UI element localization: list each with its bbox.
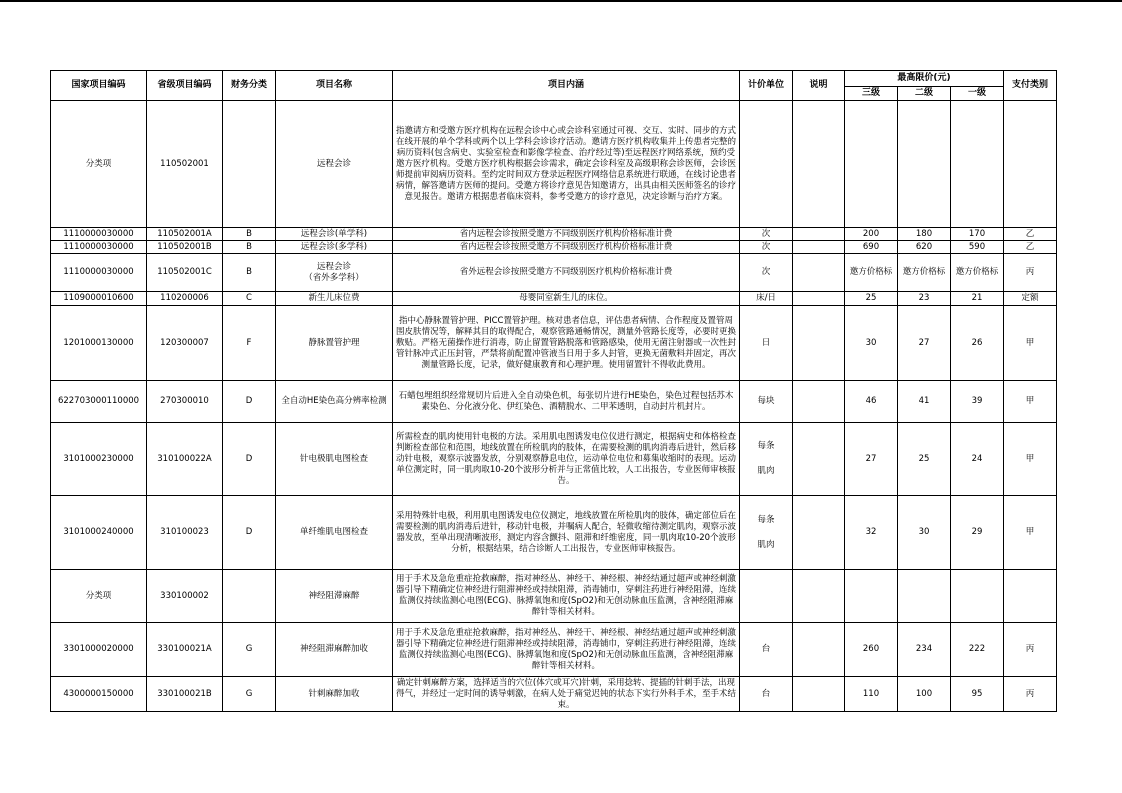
cell-item-name — [276, 254, 393, 292]
cell-national-code: 分类项 — [51, 570, 147, 623]
cell-national-code: 分类项 — [51, 101, 147, 228]
cell-item-name: 针刺麻醉加收 — [276, 677, 393, 712]
cell-note — [793, 292, 845, 306]
cell-finance-category: G — [223, 677, 276, 712]
cell-provincial-code: 330100021B — [147, 677, 223, 712]
header-national-code: 国家项目编码 — [51, 71, 147, 101]
cell-item-name: 新生儿床位费 — [276, 292, 393, 306]
cell-payment-category: 定额 — [1004, 292, 1057, 306]
cell-price-level3: 25 — [845, 292, 898, 306]
cell-price-level3: 27 — [845, 423, 898, 496]
table-row — [51, 254, 1057, 292]
cell-payment-category: 乙 — [1004, 241, 1057, 254]
cell-finance-category: B — [223, 241, 276, 254]
cell-item-content: 石蜡包埋组织经常规切片后进入全自动染色机，每张切片进行HE染色，染色过程包括苏木素染色、分化液分化、伊红染色、酒精脱水、二甲苯透明，自动封片机封片。 — [393, 381, 740, 423]
table-row — [51, 496, 1057, 570]
cell-note — [793, 101, 845, 228]
header-level2: 二级 — [898, 87, 951, 101]
cell-payment-category: 丙 — [1004, 254, 1057, 292]
header-max-price: 最高限价(元) — [845, 71, 1004, 87]
cell-note — [793, 381, 845, 423]
cell-item-content: 省内远程会诊按照受邀方不同级别医疗机构价格标准计费 — [393, 228, 740, 241]
cell-national-code: 1110000030000 — [51, 254, 147, 292]
cell-item-name: 远程会诊 — [276, 101, 393, 228]
cell-national-code: 1110000030000 — [51, 241, 147, 254]
cell-national-code: 4300000150000 — [51, 677, 147, 712]
cell-price-level3: 邀方价格标 — [845, 254, 898, 292]
table-row — [51, 381, 1057, 423]
cell-note — [793, 623, 845, 677]
cell-payment-category — [1004, 101, 1057, 228]
cell-item-name: 远程会诊(单学科) — [276, 228, 393, 241]
header-level3: 三级 — [845, 87, 898, 101]
cell-unit: 每块 — [740, 381, 793, 423]
table-row — [51, 423, 1057, 496]
cell-national-code: 3101000240000 — [51, 496, 147, 570]
cell-provincial-code: 330100002 — [147, 570, 223, 623]
cell-item-name: 远程会诊(多学科) — [276, 241, 393, 254]
cell-price-level2 — [898, 570, 951, 623]
unit-line-1: 每条 — [757, 441, 775, 451]
table-row — [51, 677, 1057, 712]
cell-price-level3: 46 — [845, 381, 898, 423]
cell-item-content: 省外远程会诊按照受邀方不同级别医疗机构价格标准计费 — [393, 254, 740, 292]
cell-provincial-code: 270300010 — [147, 381, 223, 423]
item-name-main: 远程会诊 — [316, 261, 351, 272]
cell-unit — [740, 570, 793, 623]
table-row — [51, 228, 1057, 241]
cell-price-level1: 26 — [951, 306, 1004, 381]
cell-note — [793, 570, 845, 623]
cell-finance-category: C — [223, 292, 276, 306]
cell-price-level1: 21 — [951, 292, 1004, 306]
cell-payment-category: 甲 — [1004, 306, 1057, 381]
cell-unit — [740, 423, 793, 496]
cell-item-content: 用于手术及急危重症抢救麻醉，指对神经丛、神经干、神经根、神经结通过超声或神经刺激器引导下精确定位神经进行阻滞神经或持续阻滞，消毒铺巾，穿刺注药进行神经阻滞，连续监测仪持续监测心电图(ECG)、脉搏氧饱和度(SpO2)和无创动脉血压监测，含神经阻滞麻醉针等相关材料。 — [393, 570, 740, 623]
cell-provincial-code: 310100023 — [147, 496, 223, 570]
cell-price-level1: 222 — [951, 623, 1004, 677]
cell-price-level2: 620 — [898, 241, 951, 254]
cell-payment-category: 甲 — [1004, 381, 1057, 423]
cell-price-level3: 200 — [845, 228, 898, 241]
cell-note — [793, 677, 845, 712]
cell-payment-category: 甲 — [1004, 423, 1057, 496]
table-row — [51, 306, 1057, 381]
cell-provincial-code: 110200006 — [147, 292, 223, 306]
cell-price-level1 — [951, 101, 1004, 228]
table-row — [51, 292, 1057, 306]
cell-price-level1: 39 — [951, 381, 1004, 423]
cell-price-level3 — [845, 101, 898, 228]
cell-provincial-code: 110502001 — [147, 101, 223, 228]
cell-price-level1: 95 — [951, 677, 1004, 712]
cell-price-level2: 30 — [898, 496, 951, 570]
cell-finance-category — [223, 101, 276, 228]
cell-finance-category — [223, 570, 276, 623]
unit-line-2: 肌肉 — [757, 466, 775, 476]
cell-provincial-code: 120300007 — [147, 306, 223, 381]
cell-price-level3: 30 — [845, 306, 898, 381]
cell-item-name: 针电极肌电图检查 — [276, 423, 393, 496]
cell-price-level3: 260 — [845, 623, 898, 677]
cell-note — [793, 228, 845, 241]
cell-price-level1: 邀方价格标 — [951, 254, 1004, 292]
cell-unit: 台 — [740, 677, 793, 712]
table-row — [51, 101, 1057, 228]
cell-unit: 床/日 — [740, 292, 793, 306]
cell-finance-category: D — [223, 496, 276, 570]
cell-price-level2 — [898, 101, 951, 228]
table-row — [51, 623, 1057, 677]
item-name-sub: （省外多学科） — [304, 272, 364, 283]
cell-note — [793, 496, 845, 570]
cell-national-code: 622703000110000 — [51, 381, 147, 423]
cell-item-content: 采用特殊针电极，利用肌电图诱发电位仪测定，地线放置在所检肌肉的肢体，确定部位后在需要检测的肌肉消毒后进针，移动针电极，并嘱病人配合，轻微收缩待测定肌肉，观察示波器发放，至单出现清晰波形，测定内容含颤抖、阻滞和纤维密度，同一肌肉取10-20个波形分析，根据结果，结合诊断人工出报告，专业医师审核报告。 — [393, 496, 740, 570]
unit-line-1: 每条 — [757, 514, 775, 525]
header-provincial-code: 省级项目编码 — [147, 71, 223, 101]
cell-item-content: 所需检查的肌肉使用针电极的方法。采用肌电图诱发电位仪进行测定，根据病史和体格检查判断检查部位和范围，地线放置在所检肌肉的肢体，在需要检测的肌肉消毒后进针，然后移动针电极，观察示波器发放，分别观察静息电位，运动单位电位和募集收缩时的表现。运动单位测定时，同一肌肉取10-20个波形分析并与正常值比较，人工出报告，专业医师审核报告。 — [393, 423, 740, 496]
cell-payment-category — [1004, 570, 1057, 623]
cell-provincial-code: 110502001B — [147, 241, 223, 254]
cell-provincial-code: 330100021A — [147, 623, 223, 677]
cell-price-level1: 24 — [951, 423, 1004, 496]
cell-provincial-code: 310100022A — [147, 423, 223, 496]
header-item-name: 项目名称 — [276, 71, 393, 101]
cell-finance-category: B — [223, 254, 276, 292]
cell-unit: 日 — [740, 306, 793, 381]
item-name-main: 全自动HE染色 — [281, 396, 336, 406]
cell-price-level1: 170 — [951, 228, 1004, 241]
cell-item-content: 确定针刺麻醉方案，选择适当的穴位(体穴或耳穴)针刺，采用捻转、提插的针刺手法，出现得气，并经过一定时间的诱导刺激，在病人处于痛觉迟钝的状态下实行外科手术，至手术结束。 — [393, 677, 740, 712]
cell-price-level2: 234 — [898, 623, 951, 677]
cell-item-content: 用于手术及急危重症抢救麻醉，指对神经丛、神经干、神经根、神经结通过超声或神经刺激器引导下精确定位神经进行阻滞神经或持续阻滞，消毒铺巾，穿刺注药进行神经阻滞，连续监测仪持续监测心电图(ECG)、脉搏氧饱和度(SpO2)和无创动脉血压监测，含神经阻滞麻醉针等相关材料。 — [393, 623, 740, 677]
header-finance-category: 财务分类 — [223, 71, 276, 101]
cell-item-content: 指邀请方和受邀方医疗机构在远程会诊中心或会诊科室通过可视、交互、实时、同步的方式在线开展的单个学科或两个以上学科会诊诊疗活动。邀请方医疗机构收集并上传患者完整的病历资料(包含病史、实验室检查和影像学检查、治疗经过等)至远程医疗网络系统，预约受邀方医疗机构。受邀方医疗机构根据会诊需求，确定会诊科室及高级职称会诊医师，会诊医师提前审阅病历资料。至约定时间双方登录远程医疗网络信息系统进行联通，在线讨论患者病情，解答邀请方医师的提问。受邀方将诊疗意见告知邀请方，出具由相关医师签名的诊疗意见报告。邀请方根据患者临床资料，参考受邀方的诊疗意见，决定诊断与治疗方案。 — [393, 101, 740, 228]
cell-price-level1: 29 — [951, 496, 1004, 570]
cell-item-name: 神经阻滞麻醉加收 — [276, 623, 393, 677]
price-table — [50, 70, 1057, 712]
cell-item-content: 省内远程会诊按照受邀方不同级别医疗机构价格标准计费 — [393, 241, 740, 254]
cell-finance-category: D — [223, 381, 276, 423]
cell-price-level3: 690 — [845, 241, 898, 254]
cell-price-level2: 23 — [898, 292, 951, 306]
cell-finance-category: B — [223, 228, 276, 241]
cell-finance-category: D — [223, 423, 276, 496]
cell-payment-category: 乙 — [1004, 228, 1057, 241]
cell-unit: 台 — [740, 623, 793, 677]
cell-price-level2: 41 — [898, 381, 951, 423]
unit-line-2: 肌肉 — [757, 539, 775, 550]
cell-unit: 次 — [740, 228, 793, 241]
header-payment-category: 支付类别 — [1004, 71, 1057, 101]
cell-item-content: 指中心静脉置管护理、PICC置管护理。核对患者信息，评估患者病情、合作程度及置管周围皮肤情况等，解释其目的取得配合，观察管路通畅情况，测量外管路长度等，必要时更换敷贴。严格无菌操作进行消毒，防止留置管路脱落和管路感染，使用无菌注射器或一次性封管针脉冲式正压封管，严禁将前配置冲管液当日用于多人封管，更换无菌敷料并固定，再次测量管路长度，记录，做好健康教育和心理护理。使用留置针不得收此费用。 — [393, 306, 740, 381]
cell-unit — [740, 101, 793, 228]
cell-unit: 次 — [740, 254, 793, 292]
cell-price-level1: 590 — [951, 241, 1004, 254]
cell-price-level2: 180 — [898, 228, 951, 241]
cell-national-code: 1110000030000 — [51, 228, 147, 241]
cell-price-level2: 100 — [898, 677, 951, 712]
cell-unit — [740, 496, 793, 570]
cell-price-level3: 32 — [845, 496, 898, 570]
cell-payment-category: 丙 — [1004, 677, 1057, 712]
cell-item-name: 单纤维肌电图检查 — [276, 496, 393, 570]
header-item-content: 项目内涵 — [393, 71, 740, 101]
cell-item-name — [276, 381, 393, 423]
cell-price-level1 — [951, 570, 1004, 623]
header-level1: 一级 — [951, 87, 1004, 101]
item-name-sub: 高分辨率检测 — [335, 396, 387, 406]
cell-national-code: 3101000230000 — [51, 423, 147, 496]
cell-note — [793, 254, 845, 292]
cell-price-level3: 110 — [845, 677, 898, 712]
cell-price-level2: 邀方价格标 — [898, 254, 951, 292]
header-note: 说明 — [793, 71, 845, 101]
cell-payment-category: 甲 — [1004, 496, 1057, 570]
cell-provincial-code: 110502001A — [147, 228, 223, 241]
cell-item-name: 神经阻滞麻醉 — [276, 570, 393, 623]
cell-price-level3 — [845, 570, 898, 623]
cell-finance-category: G — [223, 623, 276, 677]
cell-national-code: 1109000010600 — [51, 292, 147, 306]
cell-price-level2: 27 — [898, 306, 951, 381]
top-border-line — [0, 0, 1122, 2]
cell-note — [793, 306, 845, 381]
cell-note — [793, 241, 845, 254]
cell-provincial-code: 110502001C — [147, 254, 223, 292]
cell-unit: 次 — [740, 241, 793, 254]
cell-item-content: 母婴同室新生儿的床位。 — [393, 292, 740, 306]
cell-national-code: 3301000020000 — [51, 623, 147, 677]
cell-price-level2: 25 — [898, 423, 951, 496]
cell-national-code: 1201000130000 — [51, 306, 147, 381]
table-row — [51, 241, 1057, 254]
header-unit: 计价单位 — [740, 71, 793, 101]
table-row — [51, 570, 1057, 623]
cell-payment-category: 丙 — [1004, 623, 1057, 677]
cell-item-name: 静脉置管护理 — [276, 306, 393, 381]
cell-finance-category: F — [223, 306, 276, 381]
cell-note — [793, 423, 845, 496]
